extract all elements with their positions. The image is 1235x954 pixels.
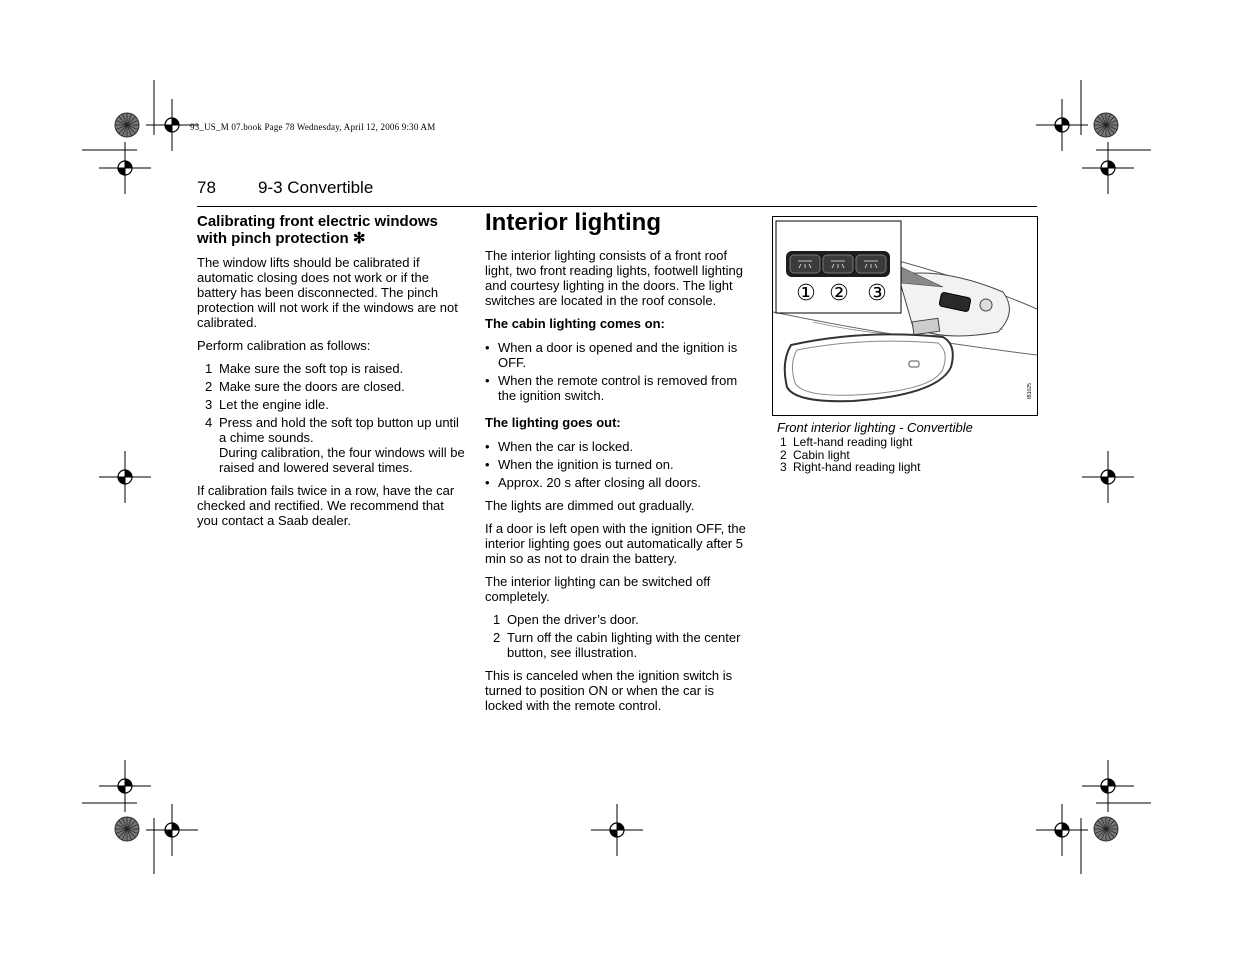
interior-title: Interior lighting [485, 209, 661, 236]
step-extra: During calibration, the four windows will be raised and lowered several times. [219, 445, 465, 475]
section-title: 9-3 Convertible [258, 178, 374, 197]
interior-lighting-illustration [772, 216, 1038, 416]
asterisk-symbol-icon: ✻ [352, 230, 366, 247]
bullet-icon: • [485, 340, 490, 355]
figure-legend [777, 436, 1037, 474]
legend-number: 1 [780, 435, 787, 449]
step-number: 1 [493, 612, 501, 627]
interior-column [485, 209, 750, 721]
goes-out-heading: The lighting goes out: [485, 415, 621, 430]
callout-2: ② [829, 281, 849, 306]
step-item [197, 415, 467, 475]
calibration-perform: Perform calibration as follows: [197, 338, 371, 353]
print-slug: 93_US_M 07.book Page 78 Wednesday, April 12, 2006 9:30 AM [190, 122, 436, 132]
step-item [485, 630, 750, 660]
calibration-steps [197, 361, 467, 475]
figure-caption-block [777, 420, 1037, 474]
step-text: Let the engine idle. [219, 397, 329, 412]
callout-3: ③ [867, 281, 887, 306]
legend-number: 2 [780, 447, 787, 462]
list-item-text: Approx. 20 s after closing all doors. [498, 475, 702, 490]
step-number: 1 [205, 361, 213, 376]
step-item [197, 379, 467, 394]
calibration-heading [197, 213, 467, 247]
comes-on-heading: The cabin lighting comes on: [485, 316, 665, 331]
list-item [485, 340, 750, 370]
step-text: Turn off the cabin lighting with the center button, see illustration. [507, 630, 741, 660]
legend-text: Left-hand reading light [793, 435, 913, 449]
step-item [197, 397, 467, 412]
step-item [197, 361, 467, 376]
list-item-text: When a door is opened and the ignition is OFF. [498, 340, 738, 370]
header-rule [197, 206, 1037, 207]
list-item [485, 373, 750, 403]
legend-text: Cabin light [793, 447, 850, 462]
list-item-text: When the car is locked. [498, 439, 634, 454]
callout-1: ① [796, 281, 816, 306]
step-number: 3 [205, 397, 213, 412]
bullet-icon: • [485, 475, 490, 490]
step-number: 2 [205, 379, 213, 394]
goes-out-list [485, 439, 750, 490]
dimmed-note: The lights are dimmed out gradually. [485, 498, 695, 513]
step-text: Make sure the soft top is raised. [219, 361, 404, 376]
bullet-icon: • [485, 457, 490, 472]
figure-caption: Front interior lighting - Convertible [777, 420, 973, 435]
list-item-text: When the ignition is turned on. [498, 457, 674, 472]
door-open-note: If a door is left open with the ignition OFF, the interior lighting goes out automatically after 5 min so as not to drain the battery. [485, 521, 746, 566]
calibration-fail-note: If calibration fails twice in a row, have the car checked and rectified. We recommend that you contact a Saab dealer. [197, 483, 455, 528]
step-text: Press and hold the soft top button up until a chime sounds. [219, 415, 459, 445]
list-item-text: When the remote control is removed from the ignition switch. [498, 373, 738, 403]
step-text: Open the driver’s door. [507, 612, 639, 627]
step-item [485, 612, 750, 627]
calibration-intro: The window lifts should be calibrated if automatic closing does not work or if the battery has been disconnected. The pinch protection will not work if the windows are not calibrated. [197, 255, 458, 330]
calibration-column [197, 213, 467, 536]
step-text: Make sure the doors are closed. [219, 379, 405, 394]
bullet-icon: • [485, 373, 490, 388]
bullet-icon: • [485, 439, 490, 454]
page-number: 78 [197, 178, 216, 197]
comes-on-list [485, 340, 750, 403]
list-item [485, 457, 750, 472]
switch-off-note: The interior lighting can be switched off completely. [485, 574, 711, 604]
step-number: 4 [205, 415, 213, 430]
calibration-title: Calibrating front electric windows with pinch protection [197, 213, 438, 247]
canceled-note: This is canceled when the ignition switch is turned to position ON or when the car is locked with the remote control. [485, 668, 733, 713]
list-item [485, 475, 750, 490]
switch-off-steps [485, 612, 750, 660]
roof-console-drawing [773, 217, 1037, 415]
legend-number: 3 [780, 460, 787, 474]
step-number: 2 [493, 630, 501, 645]
figure-code: IB1025 [1027, 383, 1033, 399]
list-item [485, 439, 750, 454]
legend-text: Right-hand reading light [793, 460, 921, 474]
interior-intro: The interior lighting consists of a front roof light, two front reading lights, footwell lighting and courtesy lighting in the doors. The light switches are located in the roof console. [485, 248, 743, 308]
legend-item [777, 461, 1037, 474]
